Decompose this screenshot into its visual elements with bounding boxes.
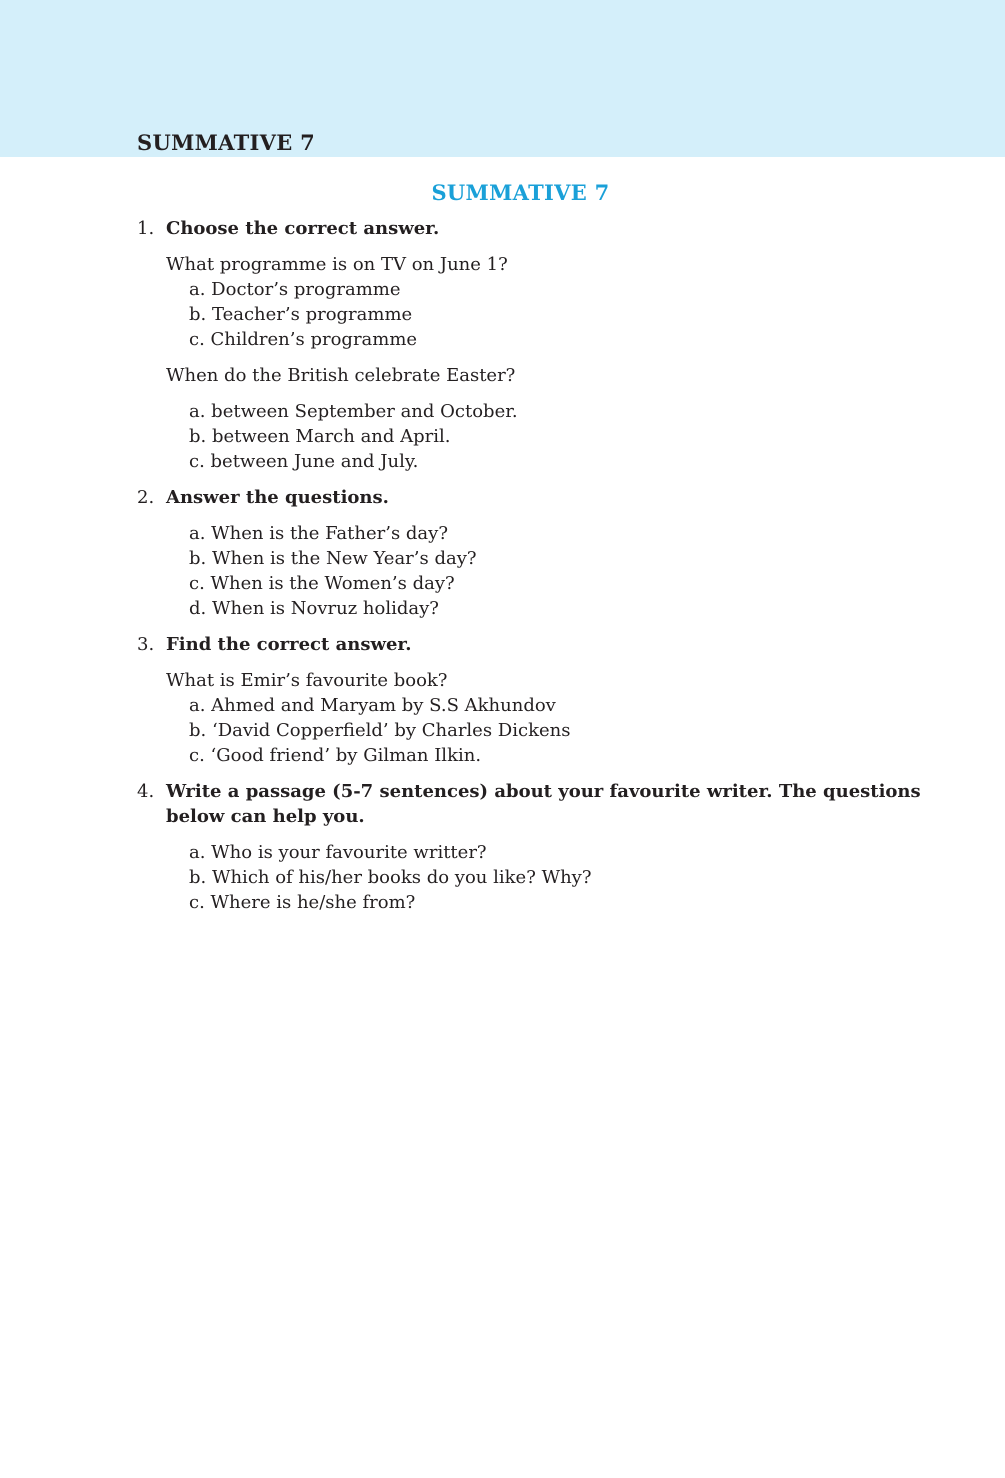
question-prompt: When do the British celebrate Easter? [166, 365, 516, 386]
question-prompt: What is Emir’s favourite book? [166, 670, 448, 691]
task-number: 4. [137, 781, 155, 802]
answer-option: b. Teacher’s programme [189, 304, 413, 325]
question-prompt: What programme is on TV on June 1? [166, 254, 508, 275]
task-instruction: Choose the correct answer. [166, 218, 440, 239]
option-list [166, 693, 927, 768]
task-number: 3. [137, 634, 155, 655]
answer-option: c. Children’s programme [189, 329, 418, 350]
task-instruction: Answer the questions. [166, 487, 389, 508]
task-number: 2. [137, 487, 155, 508]
task-4 [137, 779, 927, 915]
question-item: c. Where is he/she from? [189, 892, 416, 913]
option-list [166, 521, 927, 621]
answer-option: a. Ahmed and Maryam by S.S Akhundov [189, 695, 556, 716]
answer-option: a. between September and October. [189, 401, 518, 422]
answer-option: a. Doctor’s programme [189, 279, 401, 300]
question-item: b. When is the New Year’s day? [189, 548, 477, 569]
task-number: 1. [137, 218, 155, 239]
answer-option: c. ‘Good friend’ by Gilman Ilkin. [189, 745, 482, 766]
answer-option: b. ‘David Copperfield’ by Charles Dickens [189, 720, 571, 741]
section-title: SUMMATIVE 7 [431, 180, 610, 205]
option-list [166, 399, 927, 474]
task-2 [137, 485, 927, 621]
task-list [137, 216, 927, 926]
task-instruction: Find the correct answer. [166, 634, 412, 655]
answer-option: b. between March and April. [189, 426, 451, 447]
option-list [166, 840, 927, 915]
question-item: c. When is the Women’s day? [189, 573, 455, 594]
question-item: b. Which of his/her books do you like? Why? [189, 867, 592, 888]
answer-option: c. between June and July. [189, 451, 419, 472]
task-3 [137, 632, 927, 768]
task-1 [137, 216, 927, 474]
question-item: a. Who is your favourite writter? [189, 842, 487, 863]
task-instruction: Write a passage (5-7 sentences) about your favourite writer. The questions below can help you. [166, 781, 921, 827]
option-list [166, 277, 927, 352]
question-item: d. When is Novruz holiday? [189, 598, 439, 619]
header-title: SUMMATIVE 7 [137, 130, 316, 155]
question-item: a. When is the Father’s day? [189, 523, 448, 544]
